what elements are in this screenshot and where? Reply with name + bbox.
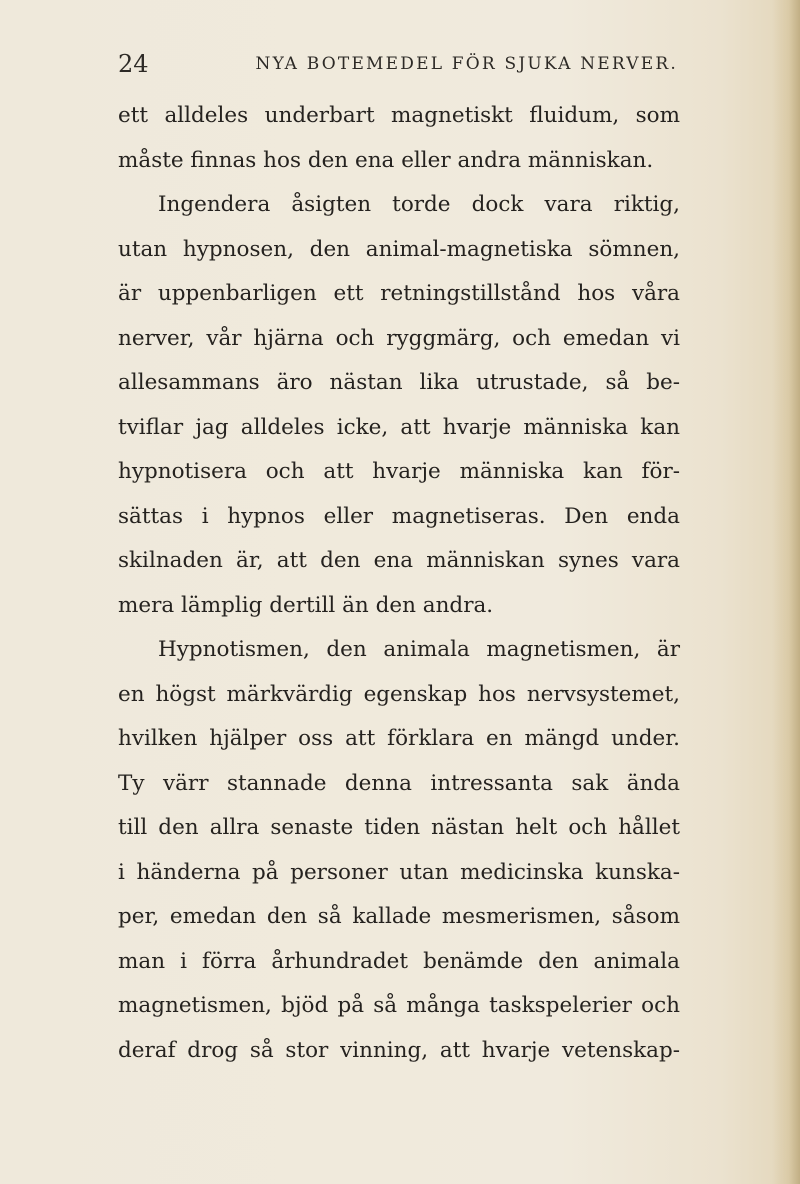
- text-line: magnetismen, bjöd på så många taskspelerier och: [118, 993, 680, 1018]
- text-line: Ty värr stannade denna intressanta sak ända: [118, 770, 680, 796]
- text-line: ett alldeles underbart magnetiskt fluidum, som: [118, 103, 680, 128]
- text-line: allesammans äro nästan lika utrustade, så be-: [118, 370, 680, 395]
- text-line: en högst märkvärdig egenskap hos nervsystemet,: [118, 681, 680, 707]
- text-line: i händerna på personer utan medicinska kunska-: [118, 859, 680, 885]
- text-line: per, emedan den så kallade mesmerismen, såsom: [118, 904, 680, 929]
- page-edge-shadow: [772, 0, 800, 1184]
- text-line: mera lämplig dertill än den andra.: [118, 592, 494, 618]
- text-line: hypnotisera och att hvarje människa kan för-: [118, 459, 680, 484]
- text-line: man i förra århundradet benämde den animala: [118, 948, 680, 974]
- text-line: är uppenbarligen ett retningstillstånd hos våra: [118, 281, 680, 306]
- text-line: tviflar jag alldeles icke, att hvarje människa kan: [118, 414, 680, 440]
- text-line: sättas i hypnos eller magnetiseras. Den enda: [118, 503, 680, 529]
- text-line: nerver, vår hjärna och ryggmärg, och emedan vi: [118, 325, 680, 351]
- page-number: 24: [118, 50, 149, 78]
- text-line: utan hypnosen, den animal-magnetiska sömnen,: [118, 236, 680, 262]
- text-line: skilnaden är, att den ena människan synes vara: [118, 548, 680, 573]
- text-line: till den allra senaste tiden nästan helt och hållet: [118, 815, 680, 840]
- text-line: deraf drog så stor vinning, att hvarje vetenskap-: [118, 1037, 680, 1063]
- body-text: [118, 94, 680, 1073]
- text-line: måste finnas hos den ena eller andra människan.: [118, 147, 654, 173]
- running-title: NYA BOTEMEDEL FÖR SJUKA NERVER.: [255, 54, 678, 74]
- page-header: [118, 50, 678, 80]
- text-line: hvilken hjälper oss att förklara en mängd under.: [118, 726, 680, 751]
- text-line: Hypnotismen, den animala magnetismen, är: [158, 637, 680, 662]
- text-line: Ingendera åsigten torde dock vara riktig,: [158, 192, 680, 217]
